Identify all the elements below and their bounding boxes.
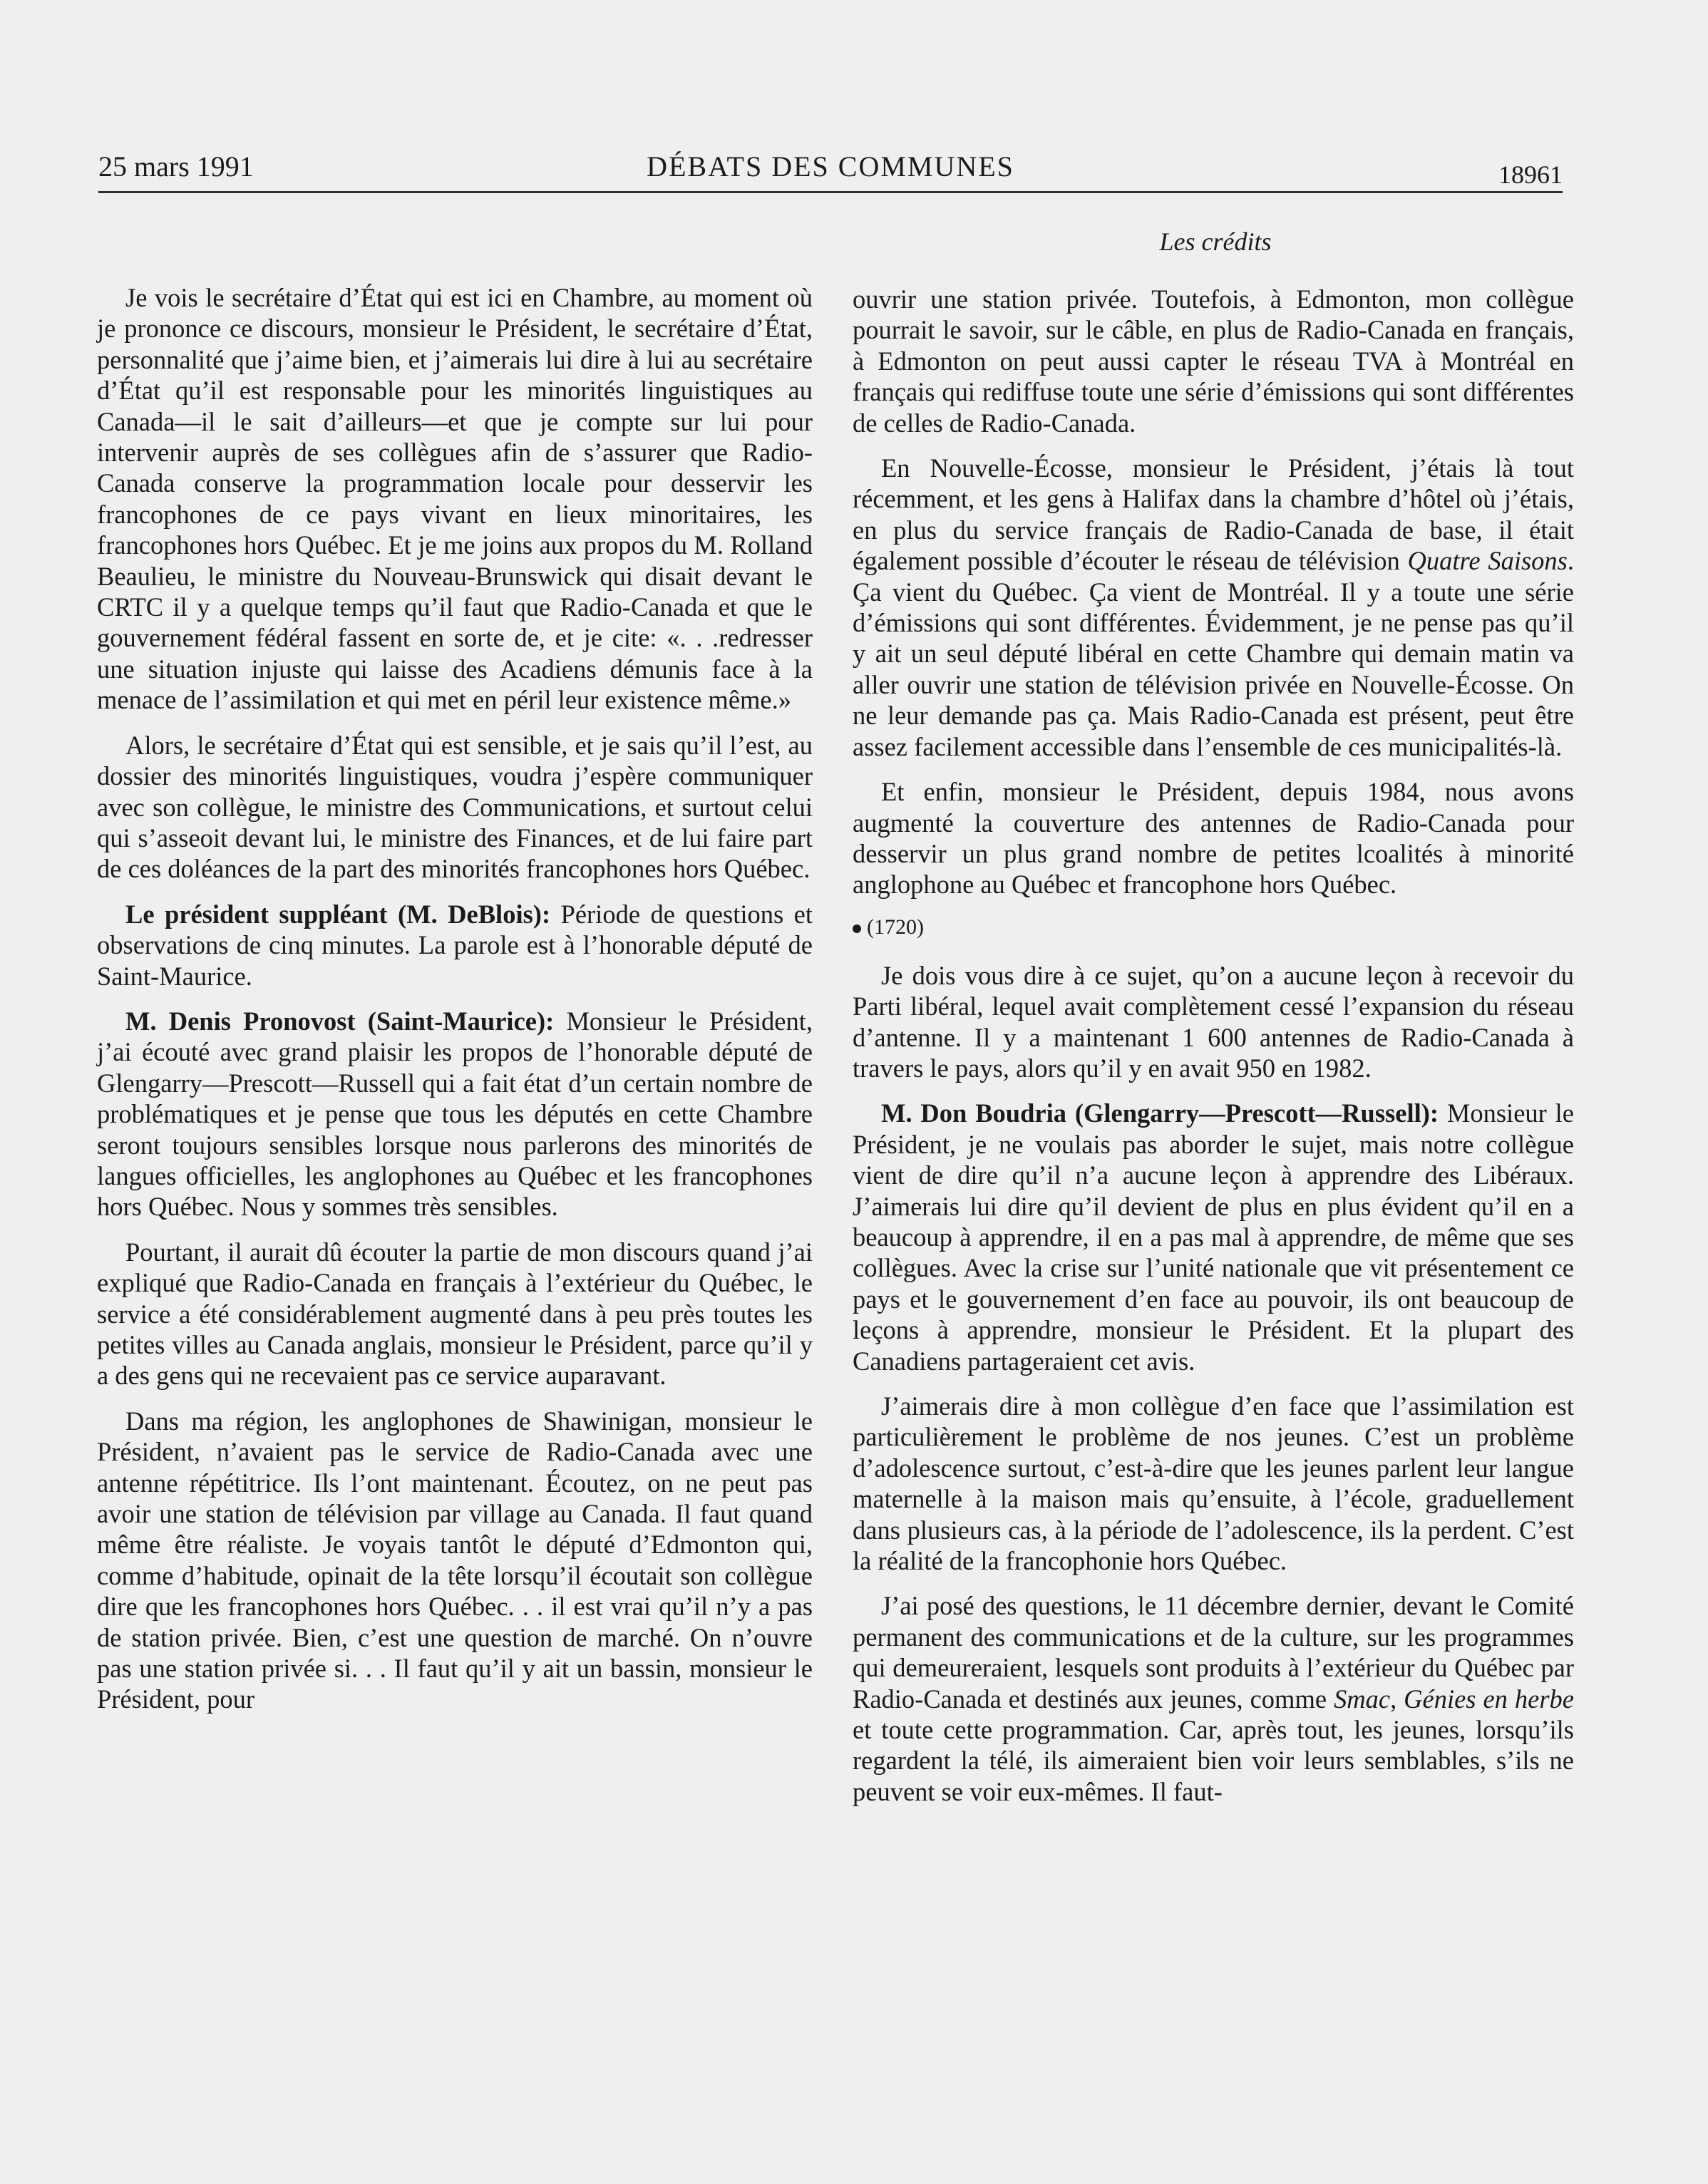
paragraph: Pourtant, il aurait dû écouter la partie de mon discours quand j’ai expliqué que Radio-Canada en français à l’extérieur du Québec, le service a été considérablement augmenté dans à peu près toutes les petites villes au Canada anglais, monsieur le Président, parce qu’il y a des gens qui ne recevaient pas ce service auparavant. [97,1237,813,1391]
text-run: En Nouvelle-Écosse, monsieur le Président, j’étais là tout récemment, et les gens à Halifax dans la chambre d’hôtel où j’étais, en plus du service français de Radio-Canada de base, il était également possible d’écouter le réseau de télévision [853,453,1574,576]
speech-text: Monsieur le Président, je ne voulais pas aborder le sujet, mais notre collègue vient de dire qu’il n’a aucune leçon à apprendre des Libéraux. J’aimerais lui dire qu’il devient de plus en plus évident qu’il en a beaucoup à apprendre, il en a pas mal à apprendre, de même que ses collègues. Avec la crise sur l’unité nationale que vit présentement ce pays et le gouvernement d’en face au pouvoir, ils ont beaucoup de leçons à apprendre, monsieur le Président. Et la plupart des Canadiens partageraient cet avis. [853,1098,1575,1376]
running-header [98,147,1563,193]
header-title: DÉBATS DES COMMUNES [647,150,1014,182]
text-run: J’ai posé des questions, le 11 décembre dernier, devant le Comité permanent des communications et de la culture, sur les programmes qui demeureraient, lesquels sont produits à l’extérieur du Québec par Radio-Canada et destinés aux jeunes, comme [853,1591,1574,1714]
speaker-name: M. Denis Pronovost (Saint-Maurice): [125,1006,555,1036]
speaker-name: Le président suppléant (M. DeBlois): [125,899,551,929]
paragraph [97,899,813,991]
paragraph: Je dois vous dire à ce sujet, qu’on a aucune leçon à recevoir du Parti libéral, lequel avait complètement cessé l’expansion du réseau d’antenne. Il y a maintenant 1 600 antennes de Radio-Canada à travers le pays, alors qu’il y en avait 950 en 1982. [853,960,1574,1083]
program-title: Génies en herbe [1404,1684,1574,1714]
paragraph [853,453,1574,762]
paragraph: Alors, le secrétaire d’État qui est sensible, et je sais qu’il l’est, au dossier des minorités linguistiques, voudra j’espère communiquer avec son collègue, le ministre des Communications, et surtout celui qui s’asseoit devant lui, le ministre des Finances, et de lui faire part de ces doléances de la part des minorités francophones hors Québec. [97,730,813,884]
paragraph: Je vois le secrétaire d’État qui est ici en Chambre, au moment où je prononce ce discours, monsieur le Président, le secrétaire d’État, personnalité que j’aime bien, et j’aimerais lui dire à lui au secrétaire d’État qu’il est responsable pour les minorités linguistiques au Canada—il le sait d’ailleurs—et que je compte sur lui pour intervenir auprès de ses collègues afin de s’assurer que Radio-Canada conserve la programmation locale pour desservir les francophones de ce pays vivant en lieux minoritaires, les francophones hors Québec. Et je me joins aux propos du M. Rolland Beaulieu, le ministre du Nouveau-Brunswick qui disait devant le CRTC il y a quelque temps qu’il faut que Radio-Canada et que le gouvernement fédéral fassent en sorte de, et je cite: «. . .redresser une situation injuste qui laisse des Acadiens démunis face à la menace de l’assimilation et qui met en péril leur existence même.» [97,283,813,715]
program-title: Quatre Saisons [1407,546,1568,576]
speech-text: Période de questions et observations de cinq minutes. La parole est à l’honorable député de Saint-Maurice. [97,899,813,991]
header-date: 25 mars 1991 [98,150,254,182]
time-marker [853,913,1574,942]
speaker-name: M. Don Boudria (Glengarry—Prescott—Russell): [881,1098,1439,1128]
paragraph [97,1006,813,1222]
time-marker-text: (1720) [867,915,924,939]
program-title: Smac [1334,1684,1391,1714]
section-title: Les crédits [1159,227,1272,256]
paragraph [853,1098,1574,1376]
paragraph: ouvrir une station privée. Toutefois, à Edmonton, mon collègue pourrait le savoir, sur le câble, en plus de Radio-Canada en français, à Edmonton on peut aussi capter le réseau TVA à Montréal en français qui rediffuse toute une série d’émissions qui sont différentes de celles de Radio-Canada. [853,284,1574,438]
paragraph: Dans ma région, les anglophones de Shawinigan, monsieur le Président, n’avaient pas le service de Radio-Canada avec une antenne répétitrice. Ils l’ont maintenant. Écoutez, on ne peut pas avoir une station de télévision par village au Canada. Il faut quand même être réaliste. Je voyais tantôt le député d’Edmonton qui, comme d’habitude, opinait de la tête lorsqu’il écoutait son collègue dire que les francophones hors Québec. . . il est vrai qu’il n’y a pas de station privée. Bien, c’est une question de marché. On n’ouvre pas une station privée si. . . Il faut qu’il y ait un bassin, monsieur le Président, pour [97,1406,813,1714]
text-run: et toute cette programmation. Car, après tout, les jeunes, lorsqu’ils regardent la télé, ils aimeraient bien voir leurs semblables, s’ils ne peuvent se voir eux-mêmes. Il faut- [853,1715,1574,1806]
bullet-icon [853,924,861,933]
page-number: 18961 [1498,160,1563,189]
right-column [853,284,1574,1821]
left-column [97,282,813,1729]
text-run: . Ça vient du Québec. Ça vient de Montréal. Il y a toute une série d’émissions qui sont différentes. Évidemment, je ne pense pas qu’il y ait un seul député libéral en cette Chambre qui demain matin va aller ouvrir une station de télévision privée en Nouvelle-Écosse. On ne leur demande pas ça. Mais Radio-Canada est présent, peut être assez facilement accessible dans l’ensemble de ces municipalités-là. [853,546,1574,761]
paragraph: Et enfin, monsieur le Président, depuis 1984, nous avons augmenté la couverture des antennes de Radio-Canada pour desservir un plus grand nombre de petites lcoalités à minorité anglophone au Québec et francophone hors Québec. [853,777,1574,900]
paragraph: J’aimerais dire à mon collègue d’en face que l’assimilation est particulièrement le problème de nos jeunes. C’est un problème d’adolescence surtout, c’est-à-dire que les jeunes parlent leur langue maternelle à la maison mais qu’ensuite, à l’école, graduellement dans plusieurs cas, à la période de l’adolescence, ils la perdent. C’est la réalité de la francophonie hors Québec. [853,1391,1574,1576]
paragraph [853,1590,1574,1807]
speech-text: Monsieur le Président, j’ai écouté avec grand plaisir les propos de l’honorable député de Glengarry—Prescott—Russell qui a fait état d’un certain nombre de problématiques et je pense que tous les députés en cette Chambre seront toujours sensibles lorsque nous parlerons des minorités de langues officielles, les anglophones au Québec et les francophones hors Québec. Nous y sommes très sensibles. [97,1006,813,1222]
text-run: , [1390,1684,1404,1714]
